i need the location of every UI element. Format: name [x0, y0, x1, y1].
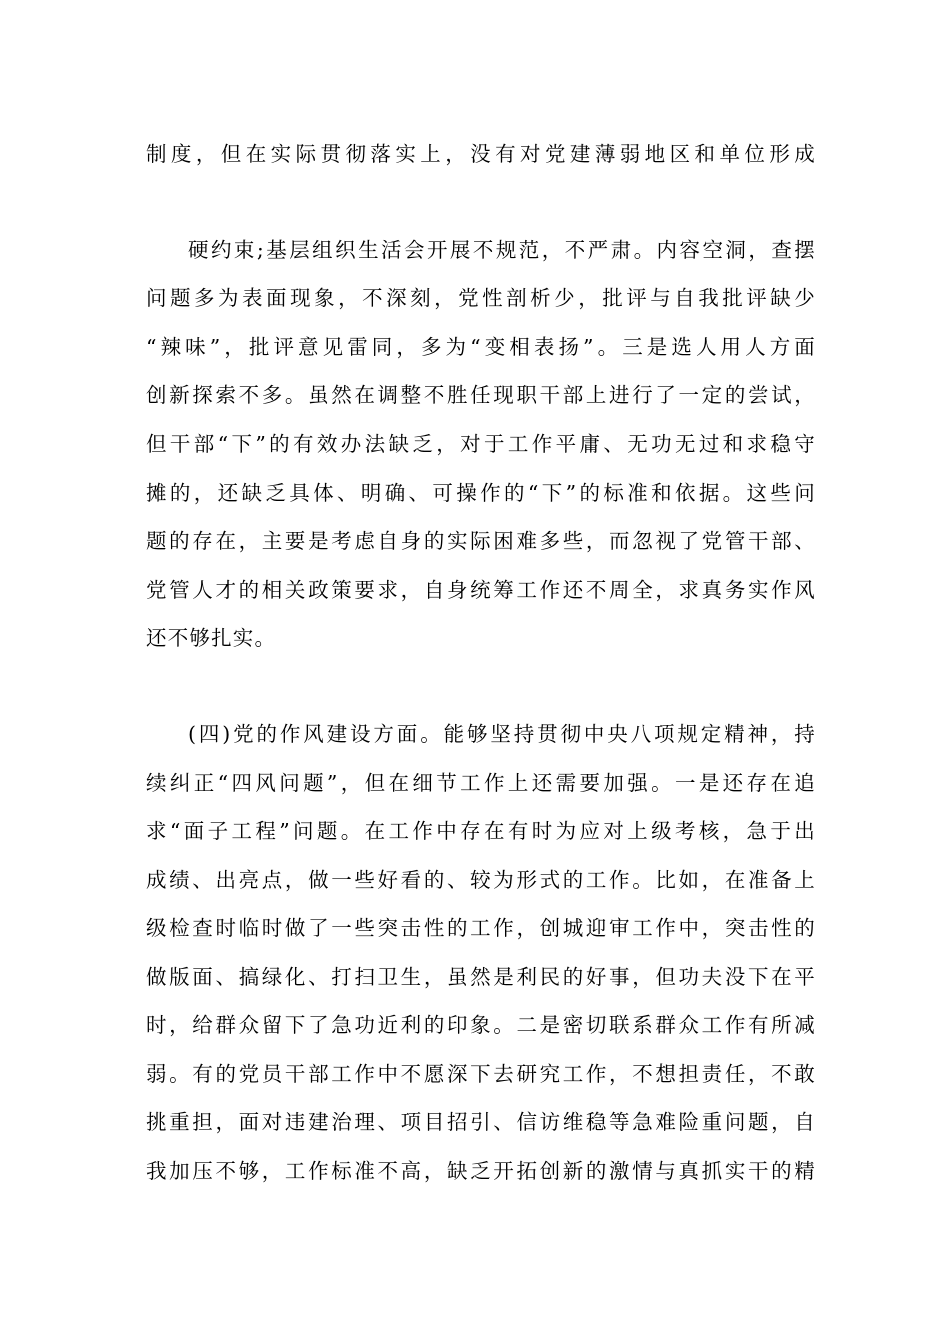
- paragraph-3-line-5: 级检查时临时做了一些突击性的工作，创城迎审工作中，突击性的: [146, 916, 818, 940]
- paragraph-1-line-1: 制度，但在实际贯彻落实上，没有对党建薄弱地区和单位形成: [146, 142, 820, 166]
- paragraph-3-line-2: 续纠正“四风问题”，但在细节工作上还需要加强。一是还存在追: [146, 771, 819, 795]
- paragraph-2-line-8: 党管人才的相关政策要求，自身统筹工作还不周全，求真务实作风: [146, 578, 818, 602]
- paragraph-2-line-3: “辣味”，批评意见雷同，多为“变相表扬”。三是选人用人方面: [146, 335, 819, 359]
- paragraph-3-line-8: 弱。有的党员干部工作中不愿深下去研究工作，不想担责任，不敢: [146, 1062, 818, 1086]
- paragraph-2-line-1: 硬约束;基层组织生活会开展不规范，不严肃。内容空洞，查摆: [188, 238, 818, 262]
- paragraph-3-line-10: 我加压不够，工作标准不高，缺乏开拓创新的激情与真抓实干的精: [146, 1159, 818, 1183]
- paragraph-2-line-4: 创新探索不多。虽然在调整不胜任现职干部上进行了一定的尝试，: [146, 383, 818, 407]
- paragraph-3-line-9: 挑重担，面对违建治理、项目招引、信访维稳等急难险重问题，自: [146, 1110, 818, 1134]
- paragraph-3-line-1: (四)党的作风建设方面。能够坚持贯彻中央八项规定精神，持: [188, 722, 818, 746]
- paragraph-2-line-5: 但干部“下”的有效办法缺乏，对于工作平庸、无功无过和求稳守: [146, 432, 819, 456]
- paragraph-2-line-9: 还不够扎实。: [146, 626, 277, 650]
- paragraph-3-line-7: 时，给群众留下了急功近利的印象。二是密切联系群众工作有所减: [146, 1013, 818, 1037]
- paragraph-3-line-3: 求“面子工程”问题。在工作中存在有时为应对上级考核，急于出: [146, 819, 819, 843]
- paragraph-2-line-7: 题的存在，主要是考虑自身的实际困难多些，而忽视了党管干部、: [146, 529, 818, 553]
- paragraph-2-line-6: 摊的，还缺乏具体、明确、可操作的“下”的标准和依据。这些问: [146, 481, 819, 505]
- paragraph-2-line-2: 问题多为表面现象，不深刻，党性剖析少，批评与自我批评缺少: [146, 286, 819, 310]
- paragraph-3-line-4: 成绩、出亮点，做一些好看的、较为形式的工作。比如，在准备上: [146, 868, 818, 892]
- paragraph-3-line-6: 做版面、搞绿化、打扫卫生，虽然是利民的好事，但功夫没下在平: [146, 965, 818, 989]
